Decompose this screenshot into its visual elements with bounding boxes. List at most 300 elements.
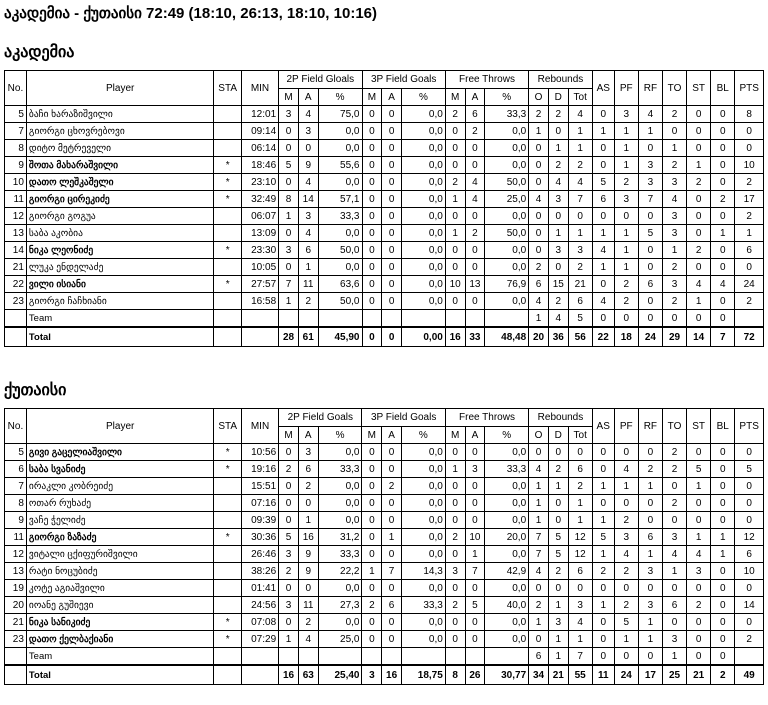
stat-cell-sta (214, 546, 241, 563)
stat-cell-fg3a: 0 (382, 208, 402, 225)
stat-cell-to: 0 (662, 512, 686, 529)
stat-cell-rf: 0 (638, 495, 662, 512)
stat-cell-pts: 0 (735, 123, 764, 140)
stat-cell-st: 2 (687, 242, 711, 259)
stat-cell-pts: 1 (735, 225, 764, 242)
stat-cell-fg2m: 0 (279, 614, 299, 631)
col-no: No. (5, 409, 27, 444)
stat-cell-fg2a: 3 (298, 208, 318, 225)
stat-cell-bl: 1 (711, 546, 735, 563)
stat-cell-fg3a: 0 (382, 276, 402, 293)
stat-cell-fg3p (401, 648, 445, 666)
stat-cell-sta (214, 597, 241, 614)
stat-cell-st: 0 (687, 140, 711, 157)
stat-cell-name: გიორგი ჩაჩხიანი (26, 293, 214, 310)
stat-cell-to: 0 (662, 123, 686, 140)
stat-cell-bl: 0 (711, 580, 735, 597)
stat-cell-as: 1 (592, 512, 614, 529)
stat-cell-as: 0 (592, 208, 614, 225)
stat-cell-no: 20 (5, 597, 27, 614)
stat-cell-fg3p: 0,0 (401, 512, 445, 529)
stat-cell-fg2p: 27,3 (318, 597, 362, 614)
stat-cell-as: 0 (592, 580, 614, 597)
stat-cell-no: 13 (5, 225, 27, 242)
player-row (5, 444, 764, 461)
stat-cell-no: 8 (5, 140, 27, 157)
stat-cell-pts (735, 310, 764, 328)
stat-cell-st: 0 (687, 512, 711, 529)
stat-cell-pf: 2 (614, 512, 638, 529)
stat-cell-fg2m: 1 (279, 208, 299, 225)
stat-cell-fg3a: 0 (382, 174, 402, 191)
stat-cell-to: 0 (662, 310, 686, 328)
stat-cell-tot: 1 (568, 512, 592, 529)
stat-cell-as: 1 (592, 478, 614, 495)
stat-cell-st: 5 (687, 461, 711, 478)
stat-cell-o: 0 (529, 140, 549, 157)
col-3p-field-goals: 3P Field Goals (362, 409, 445, 427)
stat-cell-pf: 4 (614, 546, 638, 563)
stat-cell-tot: 6 (568, 461, 592, 478)
stat-cell-d: 21 (548, 665, 568, 685)
stat-cell-fg2a: 9 (298, 157, 318, 174)
stat-cell-fg3m (362, 648, 382, 666)
subheader-cell: M (362, 89, 382, 106)
stat-cell-to: 2 (662, 495, 686, 512)
stat-cell-tot: 1 (568, 225, 592, 242)
stat-cell-fta: 0 (465, 495, 485, 512)
stat-cell-fg3m: 0 (362, 174, 382, 191)
col-player: Player (26, 71, 214, 106)
stat-cell-rf: 0 (638, 208, 662, 225)
stat-cell-fg2m: 7 (279, 276, 299, 293)
stat-cell-sta: * (214, 529, 241, 546)
stat-cell-o: 0 (529, 208, 549, 225)
stat-cell-min: 13:09 (241, 225, 278, 242)
stat-cell-pf: 24 (614, 665, 638, 685)
stat-cell-no: 8 (5, 495, 27, 512)
stat-cell-pf: 1 (614, 242, 638, 259)
stat-cell-name: კოტე აგიაშვილი (26, 580, 214, 597)
stat-cell-fg3p: 0,0 (401, 259, 445, 276)
stat-cell-sta: * (214, 191, 241, 208)
stat-cell-pf: 0 (614, 310, 638, 328)
stat-cell-fg2a: 2 (298, 293, 318, 310)
stat-cell-fg2a: 0 (298, 580, 318, 597)
stat-cell-fg2m: 28 (279, 327, 299, 347)
stat-cell-tot: 7 (568, 191, 592, 208)
col-sta: STA (214, 71, 241, 106)
team-row (5, 648, 764, 666)
stat-cell-st: 0 (687, 225, 711, 242)
stat-cell-name: Team (26, 310, 214, 328)
stat-cell-sta: * (214, 461, 241, 478)
stat-cell-min: 30:36 (241, 529, 278, 546)
stat-cell-fg3p: 0,0 (401, 614, 445, 631)
stat-cell-fg3m: 0 (362, 478, 382, 495)
stat-cell-fta: 13 (465, 276, 485, 293)
stat-cell-tot: 21 (568, 276, 592, 293)
stat-cell-st: 1 (687, 529, 711, 546)
stat-cell-fg2m (279, 648, 299, 666)
stat-cell-pts: 14 (735, 597, 764, 614)
stat-cell-d: 3 (548, 614, 568, 631)
stat-cell-fta: 5 (465, 597, 485, 614)
stat-cell-to: 1 (662, 242, 686, 259)
stat-cell-bl: 0 (711, 461, 735, 478)
stat-cell-as: 0 (592, 614, 614, 631)
stat-cell-d: 0 (548, 580, 568, 597)
stat-cell-d: 3 (548, 242, 568, 259)
stat-cell-st: 4 (687, 546, 711, 563)
stat-cell-tot: 55 (568, 665, 592, 685)
stat-cell-o: 4 (529, 563, 549, 580)
stat-cell-fg3p: 0,0 (401, 123, 445, 140)
stat-cell-ftp: 0,0 (485, 123, 529, 140)
stat-cell-pf: 0 (614, 648, 638, 666)
stat-cell-as: 6 (592, 191, 614, 208)
stat-cell-fg2p: 0,0 (318, 444, 362, 461)
stat-cell-name: გიორგი ცხოვრებოვი (26, 123, 214, 140)
stat-cell-fg2m: 0 (279, 259, 299, 276)
stat-cell-sta (214, 478, 241, 495)
stat-cell-bl: 0 (711, 259, 735, 276)
stat-cell-ftm (445, 310, 465, 328)
subheader-cell: M (445, 427, 465, 444)
stat-cell-fg2m: 0 (279, 174, 299, 191)
stat-cell-fg2a: 61 (298, 327, 318, 347)
stat-cell-o: 4 (529, 461, 549, 478)
stat-cell-pts (735, 648, 764, 666)
stat-cell-rf: 3 (638, 174, 662, 191)
stat-cell-to: 6 (662, 597, 686, 614)
stat-cell-to: 0 (662, 478, 686, 495)
stat-cell-pf: 1 (614, 225, 638, 242)
subheader-cell: Tot (568, 89, 592, 106)
subheader-cell: M (279, 427, 299, 444)
stat-cell-to: 3 (662, 208, 686, 225)
stat-cell-fg3p: 0,00 (401, 327, 445, 347)
stat-cell-fg2m: 1 (279, 293, 299, 310)
stat-cell-fg2p: 0,0 (318, 225, 362, 242)
stat-cell-d: 1 (548, 631, 568, 648)
stat-cell-ftm: 0 (445, 546, 465, 563)
stat-cell-rf: 0 (638, 512, 662, 529)
stat-cell-fg2p: 33,3 (318, 461, 362, 478)
total-row (5, 665, 764, 685)
stat-cell-to: 3 (662, 174, 686, 191)
stat-cell-as: 0 (592, 461, 614, 478)
stat-cell-fg2p: 0,0 (318, 512, 362, 529)
stat-cell-fg2m: 0 (279, 512, 299, 529)
stat-cell-rf: 7 (638, 191, 662, 208)
stat-cell-ftm: 0 (445, 123, 465, 140)
stat-cell-o: 6 (529, 276, 549, 293)
stat-cell-bl: 0 (711, 106, 735, 123)
stat-cell-no (5, 327, 27, 347)
stat-cell-min: 07:08 (241, 614, 278, 631)
stat-cell-fg2m: 3 (279, 597, 299, 614)
stat-cell-min: 10:56 (241, 444, 278, 461)
subheader-cell: D (548, 89, 568, 106)
stat-cell-min: 07:29 (241, 631, 278, 648)
stat-cell-bl: 0 (711, 563, 735, 580)
stat-cell-fg2a: 1 (298, 512, 318, 529)
stat-cell-tot: 1 (568, 631, 592, 648)
stat-cell-name: საბა აკობია (26, 225, 214, 242)
stat-cell-no: 13 (5, 563, 27, 580)
subheader-cell: Tot (568, 427, 592, 444)
stat-cell-as: 22 (592, 327, 614, 347)
stat-cell-fg3a: 2 (382, 478, 402, 495)
header-row (5, 409, 764, 427)
stat-cell-fta (465, 648, 485, 666)
stat-cell-d: 15 (548, 276, 568, 293)
stat-cell-st: 1 (687, 293, 711, 310)
stat-cell-tot: 3 (568, 597, 592, 614)
stat-cell-sta (214, 225, 241, 242)
stat-cell-bl: 0 (711, 478, 735, 495)
player-row (5, 529, 764, 546)
stat-cell-fg2a: 63 (298, 665, 318, 685)
stat-cell-pf: 2 (614, 174, 638, 191)
stat-cell-fg3m: 0 (362, 140, 382, 157)
stat-cell-fg2a: 9 (298, 546, 318, 563)
stat-cell-fg2a: 16 (298, 529, 318, 546)
stat-cell-fg3a: 0 (382, 259, 402, 276)
stat-cell-no (5, 665, 27, 685)
stat-cell-fg3p: 0,0 (401, 106, 445, 123)
stat-cell-name: დიტო მეტრეველი (26, 140, 214, 157)
stat-cell-fg3a: 0 (382, 580, 402, 597)
stat-cell-ftp: 0,0 (485, 293, 529, 310)
stat-cell-o: 34 (529, 665, 549, 685)
stat-cell-pf: 1 (614, 631, 638, 648)
stat-cell-fg2m: 3 (279, 242, 299, 259)
stat-cell-ftm: 10 (445, 276, 465, 293)
stat-cell-fg2p: 25,0 (318, 631, 362, 648)
stat-cell-sta: * (214, 444, 241, 461)
stat-cell-to: 2 (662, 106, 686, 123)
stat-cell-ftp: 0,0 (485, 157, 529, 174)
stat-cell-pts: 12 (735, 529, 764, 546)
stat-cell-fta: 10 (465, 529, 485, 546)
stat-cell-fg3a: 1 (382, 529, 402, 546)
stat-cell-min: 27:57 (241, 276, 278, 293)
stat-cell-name: ლუკა ენდელაძე (26, 259, 214, 276)
stat-cell-fg3p: 0,0 (401, 546, 445, 563)
stat-cell-st: 0 (687, 631, 711, 648)
stat-cell-ftm (445, 648, 465, 666)
stat-cell-fg2m: 1 (279, 631, 299, 648)
stat-cell-to: 1 (662, 648, 686, 666)
stat-cell-sta (214, 563, 241, 580)
stat-cell-pts: 0 (735, 140, 764, 157)
stat-cell-ftp (485, 310, 529, 328)
stat-cell-pts: 2 (735, 208, 764, 225)
stat-cell-fg3m: 0 (362, 495, 382, 512)
stat-cell-to: 2 (662, 259, 686, 276)
stat-cell-no: 11 (5, 191, 27, 208)
stat-cell-name: ვიტალი ცქიფურიშვილი (26, 546, 214, 563)
stat-cell-as: 1 (592, 123, 614, 140)
stat-cell-fg2m: 0 (279, 225, 299, 242)
player-row (5, 293, 764, 310)
stat-cell-fg2p (318, 310, 362, 328)
stat-cell-pf: 2 (614, 597, 638, 614)
subheader-cell: % (318, 89, 362, 106)
stat-cell-ftm: 8 (445, 665, 465, 685)
stat-cell-pf: 3 (614, 106, 638, 123)
stat-cell-d: 0 (548, 208, 568, 225)
player-row (5, 580, 764, 597)
stat-cell-fta: 2 (465, 123, 485, 140)
stat-cell-name: რატი ნოცუბიძე (26, 563, 214, 580)
stat-cell-o: 0 (529, 157, 549, 174)
col-rebounds: Rebounds (529, 71, 593, 89)
stat-cell-bl: 0 (711, 310, 735, 328)
col-pf: PF (614, 409, 638, 444)
stat-cell-ftm: 0 (445, 478, 465, 495)
stat-cell-tot: 0 (568, 580, 592, 597)
stat-cell-bl: 0 (711, 157, 735, 174)
stat-cell-bl: 2 (711, 191, 735, 208)
stat-cell-name: გიორგი ცირეკიძე (26, 191, 214, 208)
stat-cell-sta (214, 512, 241, 529)
stat-cell-o: 2 (529, 597, 549, 614)
stat-cell-fg3m: 0 (362, 106, 382, 123)
stat-cell-min: 06:14 (241, 140, 278, 157)
stat-cell-min: 15:51 (241, 478, 278, 495)
subheader-cell: M (445, 89, 465, 106)
stat-cell-min: 16:58 (241, 293, 278, 310)
stat-cell-ftp: 0,0 (485, 478, 529, 495)
stat-cell-ftp: 48,48 (485, 327, 529, 347)
stat-cell-d: 1 (548, 225, 568, 242)
stat-cell-st: 0 (687, 614, 711, 631)
stat-cell-o: 1 (529, 478, 549, 495)
stat-cell-fg2a: 0 (298, 495, 318, 512)
stat-cell-sta: * (214, 242, 241, 259)
stat-cell-tot: 5 (568, 310, 592, 328)
col-rf: RF (638, 71, 662, 106)
stat-cell-fg3p: 0,0 (401, 444, 445, 461)
stat-cell-o: 1 (529, 512, 549, 529)
stat-cell-no: 22 (5, 276, 27, 293)
stat-cell-ftp: 40,0 (485, 597, 529, 614)
stat-cell-name: ნიკა სანიკიძე (26, 614, 214, 631)
box-score-table-away (4, 408, 764, 685)
stat-cell-to: 2 (662, 444, 686, 461)
stat-cell-rf: 0 (638, 140, 662, 157)
player-row (5, 225, 764, 242)
stat-cell-name: იოანე გუშიევი (26, 597, 214, 614)
stat-cell-no: 19 (5, 580, 27, 597)
subheader-cell: M (362, 427, 382, 444)
stat-cell-ftp: 33,3 (485, 106, 529, 123)
stat-cell-st: 0 (687, 191, 711, 208)
stat-cell-min: 09:14 (241, 123, 278, 140)
stat-cell-rf: 2 (638, 461, 662, 478)
stat-cell-rf: 6 (638, 529, 662, 546)
stat-cell-fg2a: 11 (298, 597, 318, 614)
stat-cell-no: 9 (5, 512, 27, 529)
player-row (5, 495, 764, 512)
stat-cell-ftm: 0 (445, 495, 465, 512)
stat-cell-fg3p: 0,0 (401, 208, 445, 225)
stat-cell-fg2m: 0 (279, 444, 299, 461)
stat-cell-fg2p: 0,0 (318, 140, 362, 157)
stat-cell-fg3p (401, 310, 445, 328)
stat-cell-no (5, 648, 27, 666)
stat-cell-fg2a: 4 (298, 106, 318, 123)
stat-cell-st: 0 (687, 310, 711, 328)
stat-cell-to: 25 (662, 665, 686, 685)
stat-cell-fta: 6 (465, 106, 485, 123)
stat-cell-bl: 2 (711, 665, 735, 685)
stat-cell-no: 21 (5, 614, 27, 631)
stat-cell-bl: 0 (711, 174, 735, 191)
stat-cell-rf: 0 (638, 444, 662, 461)
player-row (5, 478, 764, 495)
stat-cell-sta (214, 123, 241, 140)
stat-cell-no: 14 (5, 242, 27, 259)
stat-cell-fta: 0 (465, 242, 485, 259)
stat-cell-fta: 7 (465, 563, 485, 580)
stat-cell-bl: 0 (711, 242, 735, 259)
stat-cell-ftp: 0,0 (485, 495, 529, 512)
stat-cell-o: 7 (529, 546, 549, 563)
stat-cell-o: 2 (529, 106, 549, 123)
stat-cell-pts: 2 (735, 293, 764, 310)
stat-cell-ftp: 20,0 (485, 529, 529, 546)
subheader-cell: A (382, 89, 402, 106)
stat-cell-sta (214, 495, 241, 512)
stat-cell-name: ნიკა ლეონიძე (26, 242, 214, 259)
stat-cell-d: 2 (548, 157, 568, 174)
stat-cell-as: 0 (592, 444, 614, 461)
stat-cell-no (5, 310, 27, 328)
stat-cell-bl: 4 (711, 276, 735, 293)
col-pts: PTS (735, 71, 764, 106)
stat-cell-ftp: 76,9 (485, 276, 529, 293)
stat-cell-bl: 0 (711, 597, 735, 614)
stat-cell-st: 2 (687, 174, 711, 191)
player-row (5, 106, 764, 123)
stat-cell-name: ვაჩე ჭელიძე (26, 512, 214, 529)
stat-cell-fg3p: 0,0 (401, 495, 445, 512)
stat-cell-sta: * (214, 174, 241, 191)
stat-cell-fta: 1 (465, 546, 485, 563)
stat-cell-to: 1 (662, 563, 686, 580)
stat-cell-fg2a: 4 (298, 631, 318, 648)
stat-cell-min: 23:10 (241, 174, 278, 191)
stat-cell-rf: 6 (638, 276, 662, 293)
stat-cell-ftp: 0,0 (485, 259, 529, 276)
stat-cell-bl: 1 (711, 529, 735, 546)
stat-cell-ftp: 0,0 (485, 140, 529, 157)
stat-cell-as: 0 (592, 310, 614, 328)
stat-cell-fg3a (382, 310, 402, 328)
stat-cell-fta: 33 (465, 327, 485, 347)
stat-cell-tot: 1 (568, 495, 592, 512)
stat-cell-d: 1 (548, 478, 568, 495)
stat-cell-fg3a: 0 (382, 293, 402, 310)
stat-cell-fta: 0 (465, 512, 485, 529)
stat-cell-sta (214, 648, 241, 666)
stat-cell-d: 2 (548, 563, 568, 580)
stat-cell-fg3m: 1 (362, 563, 382, 580)
